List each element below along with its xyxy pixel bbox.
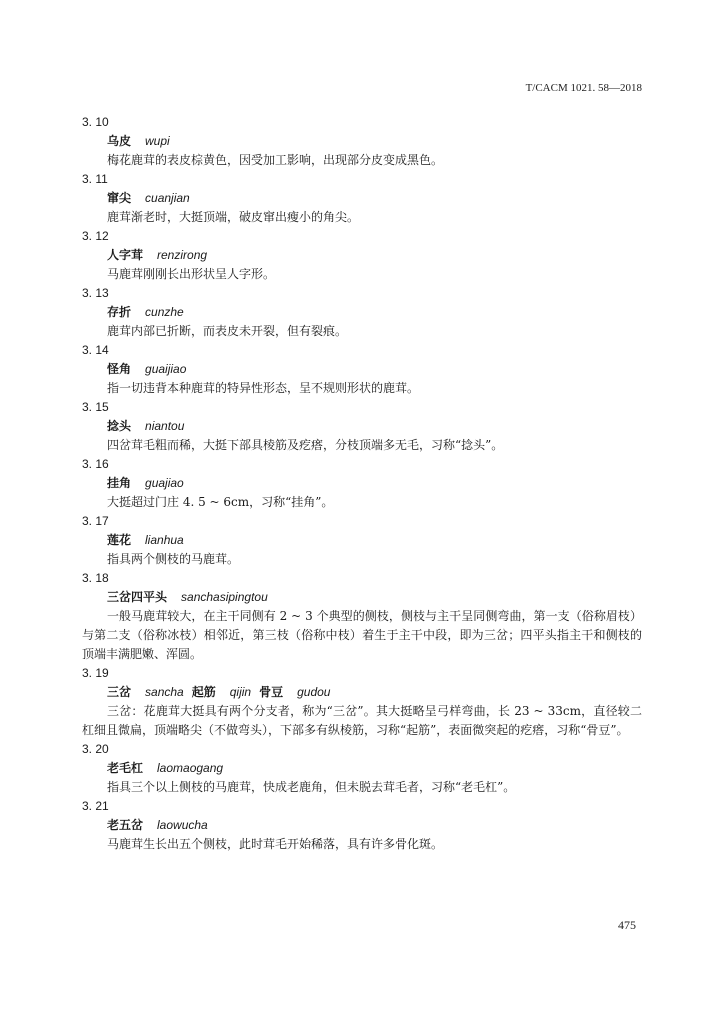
entry-number: 3. 21 (82, 799, 109, 813)
standard-code: T/CACM 1021. 58—2018 (525, 82, 642, 94)
term-chinese: 老毛杠 (107, 761, 144, 775)
definition: 鹿茸内部已折断，而表皮未开裂，但有裂痕。 (107, 324, 348, 338)
term-pinyin: renzirong (157, 248, 208, 262)
entry-number: 3. 20 (82, 742, 109, 756)
term-line (107, 759, 642, 778)
term-pinyin: guajiao (145, 476, 184, 490)
entry-number: 3. 19 (82, 666, 109, 680)
entry-number: 3. 18 (82, 571, 109, 585)
entry-number: 3. 14 (82, 343, 109, 357)
definition: 指具三个以上侧枝的马鹿茸，快成老鹿角，但未脱去茸毛者，习称“老毛杠”。 (107, 780, 516, 794)
entry-3-14 (82, 341, 642, 398)
definition: 梅花鹿茸的表皮棕黄色，因受加工影响，出现部分皮变成黑色。 (107, 153, 444, 167)
definition: 指具两个侧枝的马鹿茸。 (107, 552, 240, 566)
definition: 四岔茸毛粗而稀，大挺下部具棱筋及疙瘩，分枝顶端多无毛，习称“捻头”。 (107, 438, 504, 452)
term-chinese: 怪角 (107, 362, 132, 376)
term-pinyin: laomaogang (157, 761, 224, 775)
term-pinyin: qijin (229, 685, 252, 699)
entry-3-10 (82, 113, 642, 170)
definition: 指一切违背本种鹿茸的特异性形态，呈不规则形状的鹿茸。 (107, 381, 420, 395)
term-line (107, 588, 642, 607)
definition: 三岔：花鹿茸大挺具有两个分支者，称为“三岔”。其大挺略呈弓样弯曲，长 23 ~ 33cm，直径较二杠细且微扁，顶端略尖（不做弯头），下部多有纵棱筋，习称“起筋”，表面微突起的疙瘩，习称“骨豆”。 (82, 704, 642, 737)
term-chinese: 老五岔 (107, 818, 144, 832)
definition: 马鹿茸刚刚长出形状呈人字形。 (107, 267, 276, 281)
term-chinese: 起筋 (191, 685, 216, 699)
term-line (107, 816, 642, 835)
entry-3-20 (82, 740, 642, 797)
entry-3-21 (82, 797, 642, 854)
term-chinese: 捻头 (107, 419, 132, 433)
term-chinese: 骨豆 (259, 685, 284, 699)
entry-number: 3. 15 (82, 400, 109, 414)
term-pinyin: sanchasipingtou (181, 590, 268, 604)
term-chinese: 三岔 (107, 685, 132, 699)
entry-number: 3. 10 (82, 115, 109, 129)
entry-number: 3. 11 (82, 172, 108, 186)
term-pinyin: guaijiao (145, 362, 187, 376)
term-pinyin: cuanjian (145, 191, 190, 205)
entry-3-17 (82, 512, 642, 569)
entry-3-13 (82, 284, 642, 341)
term-chinese: 人字茸 (107, 248, 144, 262)
term-line (107, 189, 642, 208)
content-body (82, 113, 642, 854)
term-pinyin: cunzhe (145, 305, 184, 319)
term-line (107, 474, 642, 493)
definition: 一般马鹿茸较大，在主干同侧有 2 ~ 3 个典型的侧枝，侧枝与主干呈同侧弯曲，第一支（俗称眉枝）与第二支（俗称冰枝）相邻近，第三枝（俗称中枝）着生于主干中段，即为三岔；四平头指主干和侧枝的顶端丰满肥嫩、浑圆。 (82, 609, 642, 661)
entry-3-15 (82, 398, 642, 455)
term-line (107, 531, 642, 550)
term-chinese: 窜尖 (107, 191, 132, 205)
term-pinyin: niantou (145, 419, 185, 433)
term-line (107, 360, 642, 379)
entry-number: 3. 16 (82, 457, 109, 471)
entry-number: 3. 13 (82, 286, 109, 300)
term-chinese: 存折 (107, 305, 132, 319)
entry-3-16 (82, 455, 642, 512)
entry-3-19 (82, 664, 642, 740)
term-pinyin: lianhua (145, 533, 184, 547)
term-line (107, 303, 642, 322)
page-number: 475 (618, 918, 636, 932)
term-chinese: 乌皮 (107, 134, 132, 148)
term-pinyin: wupi (145, 134, 170, 148)
term-chinese: 挂角 (107, 476, 132, 490)
entry-number: 3. 12 (82, 229, 109, 243)
term-line (107, 246, 642, 265)
entry-3-18 (82, 569, 642, 664)
term-line (107, 417, 642, 436)
term-pinyin: gudou (297, 685, 331, 699)
term-line (107, 132, 642, 151)
term-line (107, 683, 642, 702)
term-pinyin: sancha (145, 685, 184, 699)
definition: 大挺超过门庄 4. 5 ~ 6cm，习称“挂角”。 (107, 495, 334, 509)
definition: 马鹿茸生长出五个侧枝，此时茸毛开始稀落，具有许多骨化斑。 (107, 837, 444, 851)
term-chinese: 三岔四平头 (107, 590, 168, 604)
entry-3-11 (82, 170, 642, 227)
definition: 鹿茸渐老时，大挺顶端，破皮窜出瘦小的角尖。 (107, 210, 360, 224)
term-chinese: 莲花 (107, 533, 132, 547)
entry-3-12 (82, 227, 642, 284)
term-pinyin: laowucha (157, 818, 208, 832)
entry-number: 3. 17 (82, 514, 109, 528)
